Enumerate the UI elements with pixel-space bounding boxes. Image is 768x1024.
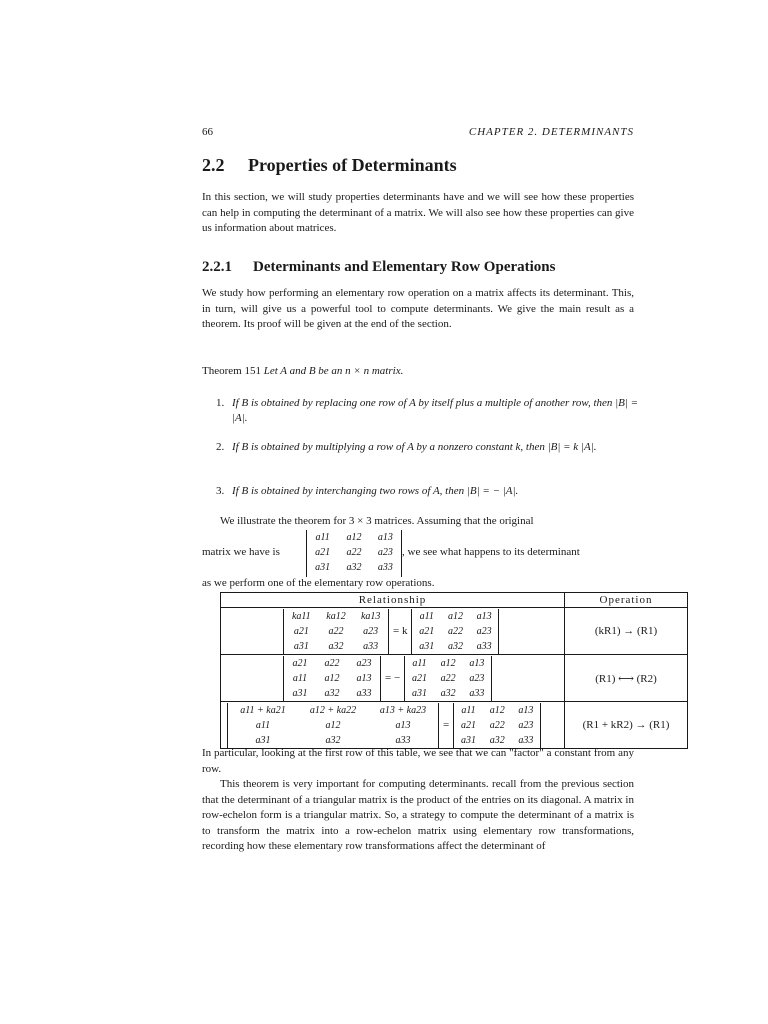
- row-operations-table: [220, 592, 688, 749]
- chapter-title: CHAPTER 2. DETERMINANTS: [468, 126, 634, 138]
- relationship-equation-2: [221, 656, 564, 701]
- matrix-entry: a33: [363, 640, 379, 652]
- closing-paragraph: This theorem is very important for computing determinants. recall from the previous section that the determinant of a triangular matrix is the product of the entries on its diagonal. A matrix in row-echelon form is a triangular matrix. So, a strategy to compute the determinant of a matrix is to transform the matrix into a row-echelon matrix using elementary row transformations, recording how these elementary row transformations affect the determinant of: [202, 778, 634, 852]
- matrix-entry: ka11: [291, 610, 311, 622]
- section-heading: [202, 155, 457, 176]
- matrix-entry: a22: [328, 625, 344, 637]
- matrix-entry: a32: [324, 687, 340, 699]
- matrix-entry: a13: [356, 672, 372, 684]
- header-operation: Operation: [565, 593, 688, 608]
- matrix-entry: a32: [489, 734, 505, 746]
- matrix-entry: a13 + ka23: [379, 704, 427, 716]
- matrix-entry: a21: [412, 672, 427, 684]
- matrix-entry: a12: [346, 532, 362, 543]
- matrix-entry: a22: [440, 672, 456, 684]
- matrix-entry: a13: [469, 657, 485, 669]
- matrix-entry: a13: [518, 704, 534, 716]
- matrix-entry: a32: [328, 640, 344, 652]
- subsection-heading: [202, 259, 555, 276]
- table-header-row: [221, 593, 688, 608]
- matrix-entry: a12: [324, 672, 340, 684]
- matrix-entry: a31: [255, 734, 271, 746]
- right-matrix-entries: [454, 703, 540, 748]
- matrix-entry: a21: [315, 547, 331, 558]
- matrix-entry: a22: [346, 547, 362, 558]
- matrix-entry: a32: [325, 734, 341, 746]
- theorem-item-2: 2. If B is obtained by multiplying a row of A by a nonzero constant k, then |B| = k |A|.: [216, 441, 597, 453]
- illustration-line-3: as we perform one of the elementary row operations.: [202, 577, 435, 589]
- matrix-entries: [307, 530, 401, 575]
- matrix-entry: a32: [447, 640, 463, 652]
- matrix-entry: a13: [377, 532, 393, 543]
- matrix-entry: a31: [461, 734, 477, 746]
- illustration-post: , we see what happens to its determinant: [402, 546, 580, 558]
- matrix-entry: a21: [461, 719, 477, 731]
- relationship-cell: [221, 702, 565, 749]
- matrix-entry: a33: [469, 687, 485, 699]
- right-determinant: [453, 703, 541, 748]
- matrix-entry: a31: [315, 562, 331, 573]
- matrix-entry: a22: [489, 719, 505, 731]
- relation-sign: =: [443, 719, 450, 731]
- operation-cell: (kR1) → (R1): [565, 608, 688, 655]
- section-title: Properties of Determinants: [248, 155, 457, 175]
- relationship-equation-1: [221, 609, 564, 654]
- matrix-entry: a33: [377, 562, 393, 573]
- matrix-entry: a23: [363, 625, 379, 637]
- matrix-entry: a31: [419, 640, 435, 652]
- matrix-entry: a22: [324, 657, 340, 669]
- theorem-text: Let A and B be an n × n matrix.: [263, 365, 404, 377]
- relationship-cell: [221, 608, 565, 655]
- matrix-entry: a21: [419, 625, 435, 637]
- left-matrix-entries: [228, 703, 438, 748]
- right-determinant: [404, 656, 492, 701]
- relationship-cell: [221, 655, 565, 702]
- matrix-entry: a21: [292, 657, 308, 669]
- matrix-entry: a31: [412, 687, 427, 699]
- table-row: [221, 655, 688, 702]
- matrix-entry: a11 + ka21: [240, 704, 286, 716]
- matrix-entry: a12: [489, 704, 505, 716]
- matrix-entry: a33: [476, 640, 492, 652]
- matrix-entry: a23: [356, 657, 372, 669]
- left-matrix-entries: [284, 609, 388, 654]
- operation-cell: (R1) ⟷ (R2): [565, 655, 688, 702]
- matrix-entry: a33: [518, 734, 534, 746]
- illustration-line-1: We illustrate the theorem for 3 × 3 matrices. Assuming that the original: [220, 515, 534, 527]
- table-row: [221, 608, 688, 655]
- matrix-entry: a31: [293, 640, 309, 652]
- left-determinant: [283, 656, 381, 701]
- matrix-entry: a23: [518, 719, 534, 731]
- matrix-entry: a23: [377, 547, 393, 558]
- theorem-item-3: 3. If B is obtained by interchanging two rows of A, then |B| = − |A|.: [216, 485, 519, 497]
- illustration-pre: matrix we have is: [202, 546, 280, 558]
- matrix-entry: a13: [395, 719, 411, 731]
- operation-cell: (R1 + kR2) → (R1): [565, 702, 688, 749]
- theorem-label: Theorem 151: [202, 365, 261, 377]
- page-number: 66: [202, 126, 213, 138]
- relationship-equation-3: [221, 703, 564, 748]
- matrix-entry: a11: [255, 719, 271, 731]
- matrix-entry: a11: [412, 657, 427, 669]
- original-matrix: [306, 530, 402, 577]
- matrix-entry: ka13: [360, 610, 381, 622]
- theorem-statement: [202, 365, 403, 377]
- left-matrix-entries: [284, 656, 380, 701]
- section-number: 2.2: [202, 155, 225, 175]
- matrix-entry: a31: [292, 687, 308, 699]
- matrix-entry: a33: [356, 687, 372, 699]
- header-relationship: Relationship: [221, 593, 565, 608]
- matrix-entry: a13: [476, 610, 492, 622]
- matrix-entry: a32: [346, 562, 362, 573]
- matrix-entry: a12: [447, 610, 463, 622]
- matrix-entry: a21: [293, 625, 309, 637]
- table-row: [221, 702, 688, 749]
- subsection-number: 2.2.1: [202, 259, 232, 275]
- matrix-entry: a11: [419, 610, 434, 622]
- right-determinant: [411, 609, 499, 654]
- matrix-entry: a23: [476, 625, 492, 637]
- matrix-entry: a11: [292, 672, 308, 684]
- matrix-entry: a23: [469, 672, 485, 684]
- matrix-entry: a12: [440, 657, 456, 669]
- matrix-entry: a12 + ka22: [309, 704, 357, 716]
- relation-sign: = −: [385, 672, 401, 684]
- right-matrix-entries: [412, 609, 498, 654]
- matrix-entry: a11: [461, 704, 476, 716]
- left-determinant: [227, 703, 439, 748]
- subsection-paragraph: We study how performing an elementary row operation on a matrix affects its determinant. This, in turn, will give us a powerful tool to compute determinants. We give the main result as a theorem. Its proof will be given at the end of the section.: [202, 287, 634, 330]
- intro-paragraph: In this section, we will study properties determinants have and we will see how these properties can help in computing the determinant of a matrix. We will also see how these properties can give us information about matrices.: [202, 191, 634, 234]
- matrix-entry: a11: [315, 532, 330, 543]
- left-determinant: [283, 609, 389, 654]
- matrix-entry: a22: [447, 625, 463, 637]
- right-matrix-entries: [405, 656, 491, 701]
- subsection-title: Determinants and Elementary Row Operations: [253, 259, 556, 275]
- matrix-entry: ka12: [326, 610, 346, 622]
- matrix-entry: a32: [440, 687, 456, 699]
- matrix-entry: a33: [395, 734, 411, 746]
- theorem-item-1: 1. If B is obtained by replacing one row of A by itself plus a multiple of another row, then |B| = |A|.: [216, 397, 639, 424]
- matrix-entry: a12: [325, 719, 341, 731]
- relation-sign: = k: [393, 625, 408, 637]
- after-table-paragraph: In particular, looking at the first row of this table, we see that we can "factor" a constant from any row.: [202, 747, 634, 775]
